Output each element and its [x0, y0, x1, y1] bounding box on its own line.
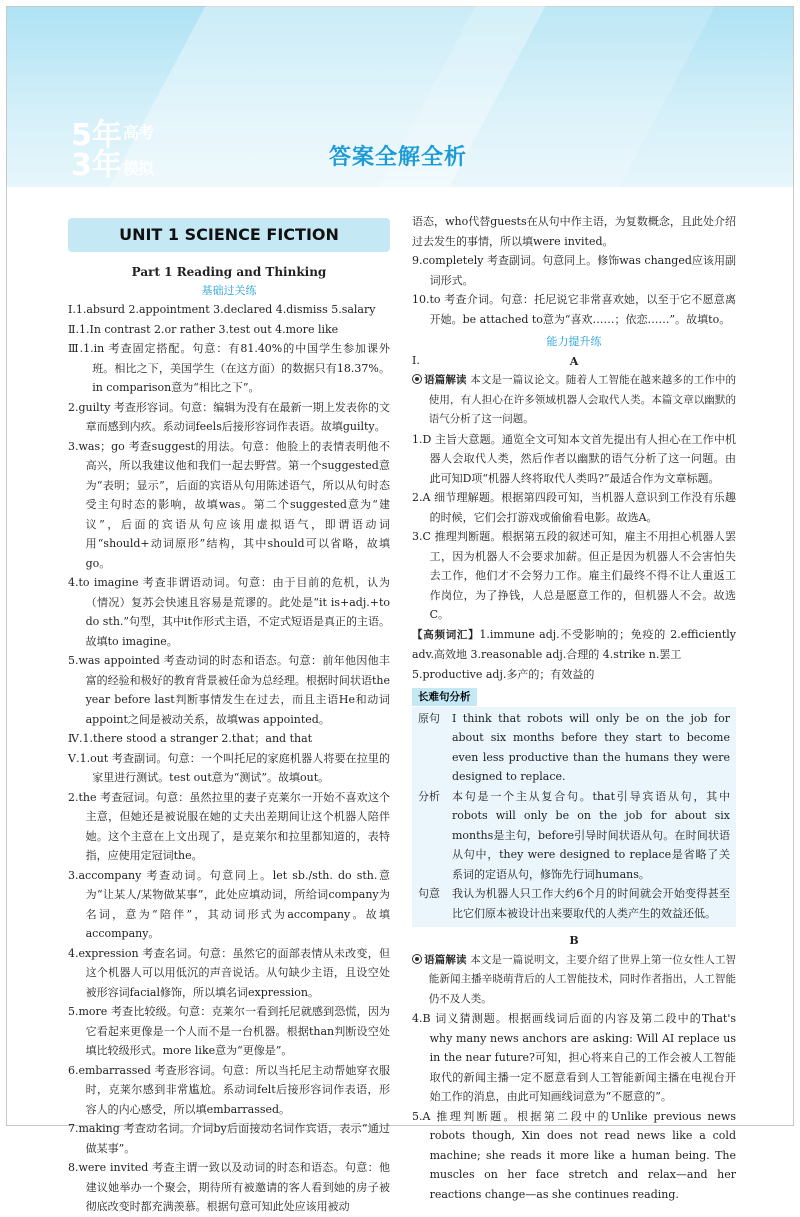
analysis-row [418, 884, 730, 923]
vocab-label: 【高频词汇】 [412, 628, 480, 641]
answer-item: 6.embarrassed 考查形容词。句意：所以当托尼主动帮她穿衣服时，克莱尔感到非常尴尬。系动词felt后接形容词作表语，形容人的内心感受，所以填embarrassed。 [68, 1063, 390, 1116]
roman-numeral: Ⅰ. [412, 354, 420, 367]
page-header [7, 7, 793, 187]
vocab-block [412, 625, 736, 665]
unit-title: UNIT 1 SCIENCE FICTION [68, 218, 390, 252]
answer-item: Ⅲ.1.in 考查固定搭配。句意：有81.40%的中国学生参加课外班。相比之下，美国学生（在这方面）的数据只有18.37%。in comparison意为“相比之下”。 [68, 342, 390, 394]
answer-item: 4.B 词义猜测题。根据画线词后面的内容及第二段中的That's why many news anchors are asking: Will AI replace us in the near future?可知，担心将来自己的工作会被人工智能取代的新闻主播一定不愿意看到人工智能新闻主播在电视台开始工作的消息，由此可知画线词意为“不愿意的”。 [412, 1012, 736, 1103]
answer-item: 3.was；go 考查suggest的用法。句意：他脸上的表情表明他不高兴，所以我建议他和我们一起去野营。第一个suggested意为“表明；显示”，后面的宾语从句用陈述语气，所以从句时态受主句时态的影响，故填was。第二个suggested意为“建议”，后面的宾语从句应该用虚拟语气，即谓语动词用“should+动词原形”结构，其中should可以省略，故填go。 [68, 439, 390, 570]
answer-item: 2.the 考查冠词。句意：虽然拉里的妻子克莱尔一开始不喜欢这个主意，但她还是被说服在她的丈夫出差期间让这个机器人陪伴她。这个主意在上文出现了，是克莱尔和拉里都知道的，表特指，应使用定冠词the。 [68, 790, 390, 862]
answer-item: 8.were invited 考查主谓一致以及动词的时态和语态。句意：他建议她举办一个聚会，期待所有被邀请的客人看到她的房子被彻底改变时都充满羡慕。根据句意可知此处应该用被动 [68, 1161, 390, 1213]
summary-text: 本文是一篇说明文，主要介绍了世界上第一位女性人工智能新闻主播辛晓萌背后的人工智能技术，同时作者指出，人工智能仍不及人类。 [428, 953, 737, 1005]
answer-item: 7.making 考查动名词。介词by后面接动名词作宾语，表示“通过做某事”。 [68, 1122, 390, 1155]
logo-text: 3年 [71, 148, 122, 183]
summary-label: 语篇解读 [424, 374, 467, 386]
answer-item: 3.C 推理判断题。根据第五段的叙述可知，雇主不用担心机器人罢工，因为机器人不会要求加薪。但正是因为机器人不会害怕失去工作，他们才不会努力工作。雇主们最终不得不让人重返工作岗位，为了挣钱，人总是愿意工作的，但机器人不会。故选C。 [412, 530, 736, 621]
analysis-text: 我认为机器人只工作大约6个月的时间就会开始变得甚至比它们原本被设计出来要取代的人类产生的效益还低。 [452, 887, 730, 920]
answer-item: Ⅴ.1.out 考查副词。句意：一个叫托尼的家庭机器人将要在拉里的家里进行测试。test out意为“测试”。故填out。 [68, 751, 390, 784]
page-title: 答案全解全析 [329, 145, 468, 170]
logo-text: 5年 [71, 118, 122, 153]
summary-label: 语篇解读 [424, 953, 467, 966]
answer-item: 1.D 主旨大意题。通览全文可知本文首先提出有人担心在工作中机器人会取代人类，然后作者以幽默的语气分析了这一问题。由此可知D项“机器人终将取代人类吗?”最适合作为文章标题。 [412, 432, 736, 485]
vocab-text: 1.immune adj.不受影响的；免疫的 2.efficiently adv.高效地 3.reasonable adj.合理的 4.strike n.罢工 [412, 627, 736, 661]
part-title: Part 1 Reading and Thinking [131, 265, 327, 279]
analysis-label: 分析 [418, 789, 440, 803]
answer-item: 9.completely 考查副词。句意同上。修饰was changed应该用副词形式。 [412, 254, 736, 287]
answer-item: 3.accompany 考查动词。句意同上。let sb./sth. do sth.意为“让某人/某物做某事”，此处应填动词，所给词company为名词，意为“陪伴”，其动词形式为accompany。故填accompany。 [68, 868, 390, 940]
logo-text: 高考 [123, 123, 154, 142]
analysis-heading: 长难句分析 [412, 688, 477, 706]
answer-item: 2.guilty 考查形容词。句意：编辑为没有在最新一期上发表你的文章而感到内疚。系动词feels后接形容词作表语。故填guilty。 [68, 400, 390, 433]
passage-summary [412, 951, 736, 1010]
series-logo [71, 118, 191, 185]
answer-line: 语态，who代替guests在从句中作主语，为复数概念，且此处介绍过去发生的事情，所以填were invited。 [412, 215, 736, 248]
summary-text: 本文是一篇议论文。随着人工智能在越来越多的工作中的使用，有人担心在许多领域机器人会取代人类。本篇文章以幽默的语气分析了这一问题。 [428, 374, 737, 425]
answer-line: Ⅰ.1.absurd 2.appointment 3.declared 4.dismiss 5.salary [68, 303, 376, 316]
analysis-box [412, 707, 736, 928]
answer-item: 4.to imagine 考查非谓语动词。句意：由于目前的危机，认为（情况）复苏会快速且容易是荒谬的。此处是“it is+adj.+to do sth.”句型，其中it作形式主语，不定式短语是真正的主语。故填to imagine。 [68, 576, 390, 648]
analysis-row [418, 787, 730, 885]
answer-item: 5.more 考查比较级。句意：克莱尔一看到托尼就感到恐慌，因为它看起来更像是一个人而不是一台机器。根据than判断设空处填比较级形式。more like意为“更像是”。 [68, 1005, 390, 1057]
logo-text: 模拟 [123, 159, 154, 178]
section-title: 能力提升练 [546, 335, 602, 348]
answer-item: 2.A 细节理解题。根据第四段可知，当机器人意识到工作没有乐趣的时候，它们会打游戏或偷偷看电影。故选A。 [412, 491, 736, 524]
answer-line: Ⅱ.1.In contrast 2.or rather 3.test out 4.more like [68, 322, 339, 336]
right-column [412, 212, 736, 1204]
analysis-text: 本句是一个主从复合句。that引导宾语从句，其中robots will only be on the job for about six months是主句，before引导时间状语从句。在时间状语从句中，they were designed to replace是省略了关系词的定语从句，修饰先行词humans。 [452, 789, 730, 881]
left-column [68, 214, 390, 1217]
answer-item: 5.was appointed 考查动词的时态和语态。句意：前年他因他丰富的经验和极好的教育背景被任命为总经理。根据时间状语the year before last判断事情发生在过去，而且主语He和动词appoint之间是被动关系，故填was appointed。 [68, 654, 390, 726]
answer-item: 5.A 推理判断题。根据第二段中的Unlike previous news robots though, Xin does not read news like a cold machine; she reads it more like a human being. The muscles on her face stretch and relax—and her reactions change—as she continues reading. [412, 1109, 736, 1201]
passage-summary [412, 371, 736, 430]
answer-item: 10.to 考查介词。句意：托尼说它非常喜欢她，以至于它不愿意离开她。be attached to意为“喜欢……；依恋……”。故填to。 [412, 293, 736, 326]
answer-line: Ⅳ.1.there stood a stranger 2.that；and that [68, 732, 313, 745]
section-title: 基础过关练 [201, 284, 257, 297]
analysis-label: 句意 [418, 887, 440, 900]
passage-label: A [569, 354, 579, 368]
bullet-icon [412, 374, 422, 384]
vocab-text: 5.productive adj.多产的；有效益的 [412, 667, 595, 681]
analysis-row [418, 709, 730, 787]
analysis-text: I think that robots will only be on the job for about six months before they start to become even less productive than the humans they were designed to replace. [452, 711, 730, 783]
answer-item: 4.expression 考查名词。句意：虽然它的面部表情从未改变，但这个机器人可以用低沉的声音说话。从句缺少主语，且设空处被形容词facial修饰，所以填名词expression。 [68, 946, 390, 999]
bullet-icon [412, 954, 422, 964]
passage-label: B [569, 934, 579, 947]
analysis-label: 原句 [418, 711, 440, 725]
